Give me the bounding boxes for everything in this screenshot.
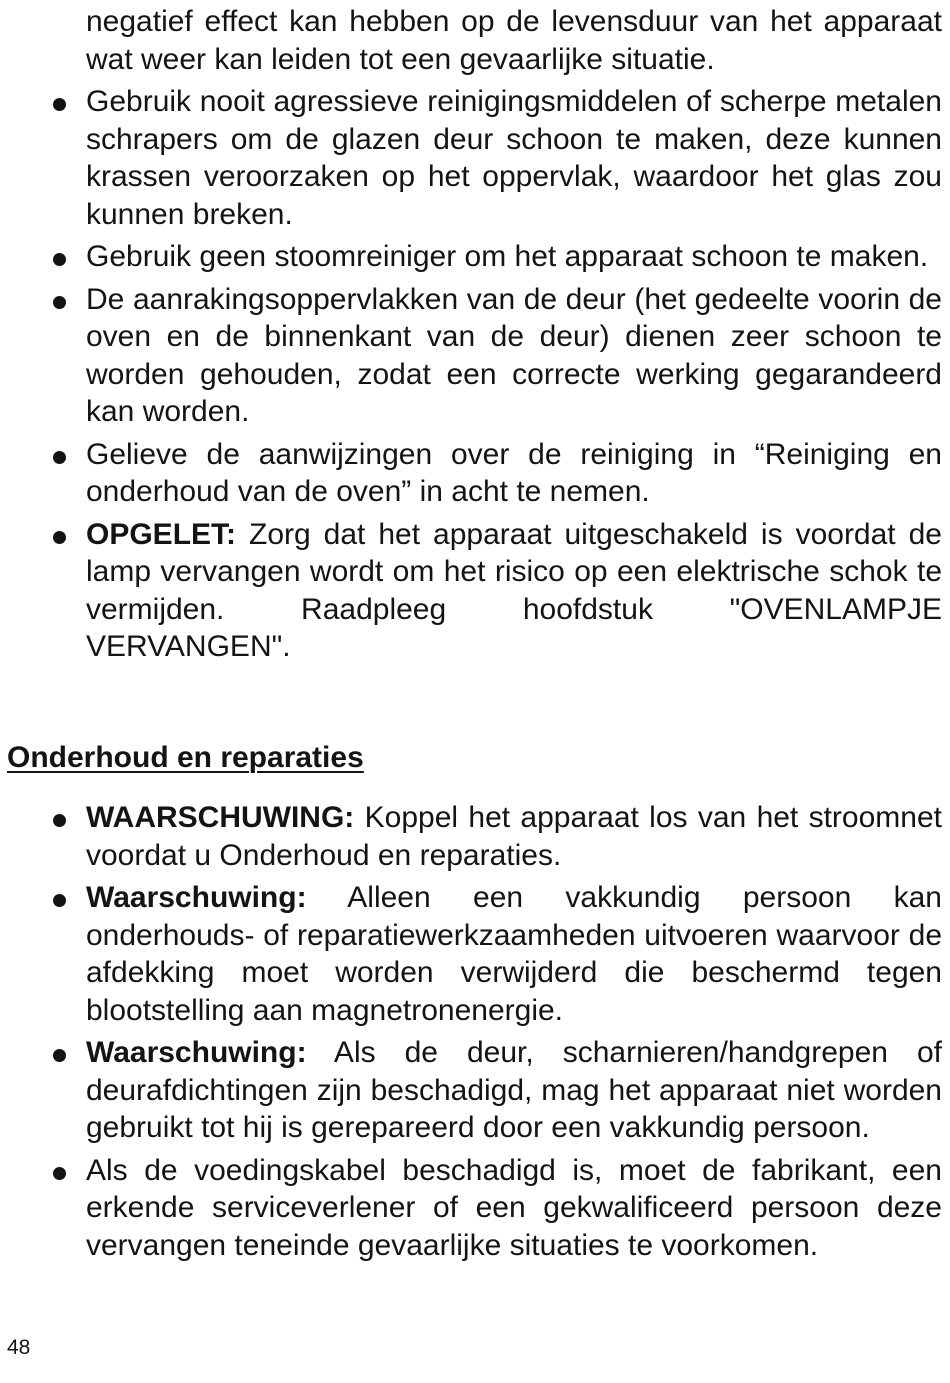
list-item-text: Gebruik nooit agressieve reinigingsmiddelen of scherpe metalen schrapers om de glazen deur schoon te maken, deze kunnen krassen veroorzaken op het oppervlak, waardoor het glas zou kunnen breken. — [86, 85, 942, 231]
bullet-icon — [53, 531, 66, 544]
list-item — [0, 1034, 942, 1147]
list-item — [0, 516, 942, 666]
list-item-text: De aanrakingsoppervlakken van de deur (het gedeelte voorin de oven en de binnenkant van de deur) dienen zeer schoon te worden gehouden, zodat een correcte werking gegarandeerd kan worden. — [86, 282, 942, 428]
list-item — [0, 879, 942, 1029]
list-item-label: WAARSCHUWING: — [86, 801, 355, 834]
bullet-icon — [53, 894, 66, 907]
list-item — [0, 238, 942, 276]
list-item-text: Zorg dat het apparaat uitgeschakeld is voordat de lamp vervangen wordt om het risico op een elektrische schok te vermijden. Raadpleeg hoofdstuk "OVENLAMPJE VERVANGEN". — [86, 517, 942, 663]
bullet-icon — [53, 814, 66, 827]
maintenance-list — [0, 799, 950, 1269]
bullet-icon — [53, 296, 66, 309]
safety-list — [0, 3, 950, 671]
list-item-continuation — [0, 3, 942, 78]
list-item-text: Als de voedingskabel beschadigd is, moet de fabrikant, een erkende serviceverlener of een gekwalificeerd persoon deze vervangen teneinde gevaarlijke situaties te voorkomen. — [86, 1153, 942, 1262]
bullet-icon — [53, 98, 66, 111]
bullet-icon — [53, 451, 66, 464]
list-item — [0, 1152, 942, 1265]
list-item-text: negatief effect kan hebben op de levensduur van het apparaat wat weer kan leiden tot een gevaarlijke situatie. — [86, 5, 942, 76]
list-item-label: Waarschuwing: — [86, 881, 307, 914]
bullet-icon — [53, 1167, 66, 1180]
list-item — [0, 83, 942, 233]
list-item-text: Als de deur, scharnieren/handgrepen of deurafdichtingen zijn beschadigd, mag het apparaat niet worden gebruikt tot hij is gerepareerd door een vakkundig persoon. — [86, 1036, 942, 1144]
list-item-text: Alleen een vakkundig persoon kan onderhouds- of reparatiewerkzaamheden uitvoeren waarvoor de afdekking moet worden verwijderd die beschermd tegen blootstelling aan magnetronenergie. — [86, 881, 942, 1027]
list-item-text: Koppel het apparaat los van het stroomnet voordat u Onderhoud en reparaties. — [86, 801, 942, 872]
list-item-text: Gebruik geen stoomreiniger om het apparaat schoon te maken. — [86, 240, 929, 273]
list-item-text: Gelieve de aanwijzingen over de reiniging in “Reiniging en onderhoud van de oven” in acht te nemen. — [86, 437, 942, 508]
list-item — [0, 436, 942, 511]
bullet-icon — [53, 1049, 66, 1062]
bullet-icon — [53, 253, 66, 266]
section-title: Onderhoud en reparaties — [7, 741, 364, 774]
list-item — [0, 799, 942, 874]
list-item-label: OPGELET: — [86, 517, 237, 551]
page-number: 48 — [7, 1336, 31, 1359]
list-item-label: Waarschuwing: — [86, 1036, 307, 1069]
list-item — [0, 281, 942, 431]
